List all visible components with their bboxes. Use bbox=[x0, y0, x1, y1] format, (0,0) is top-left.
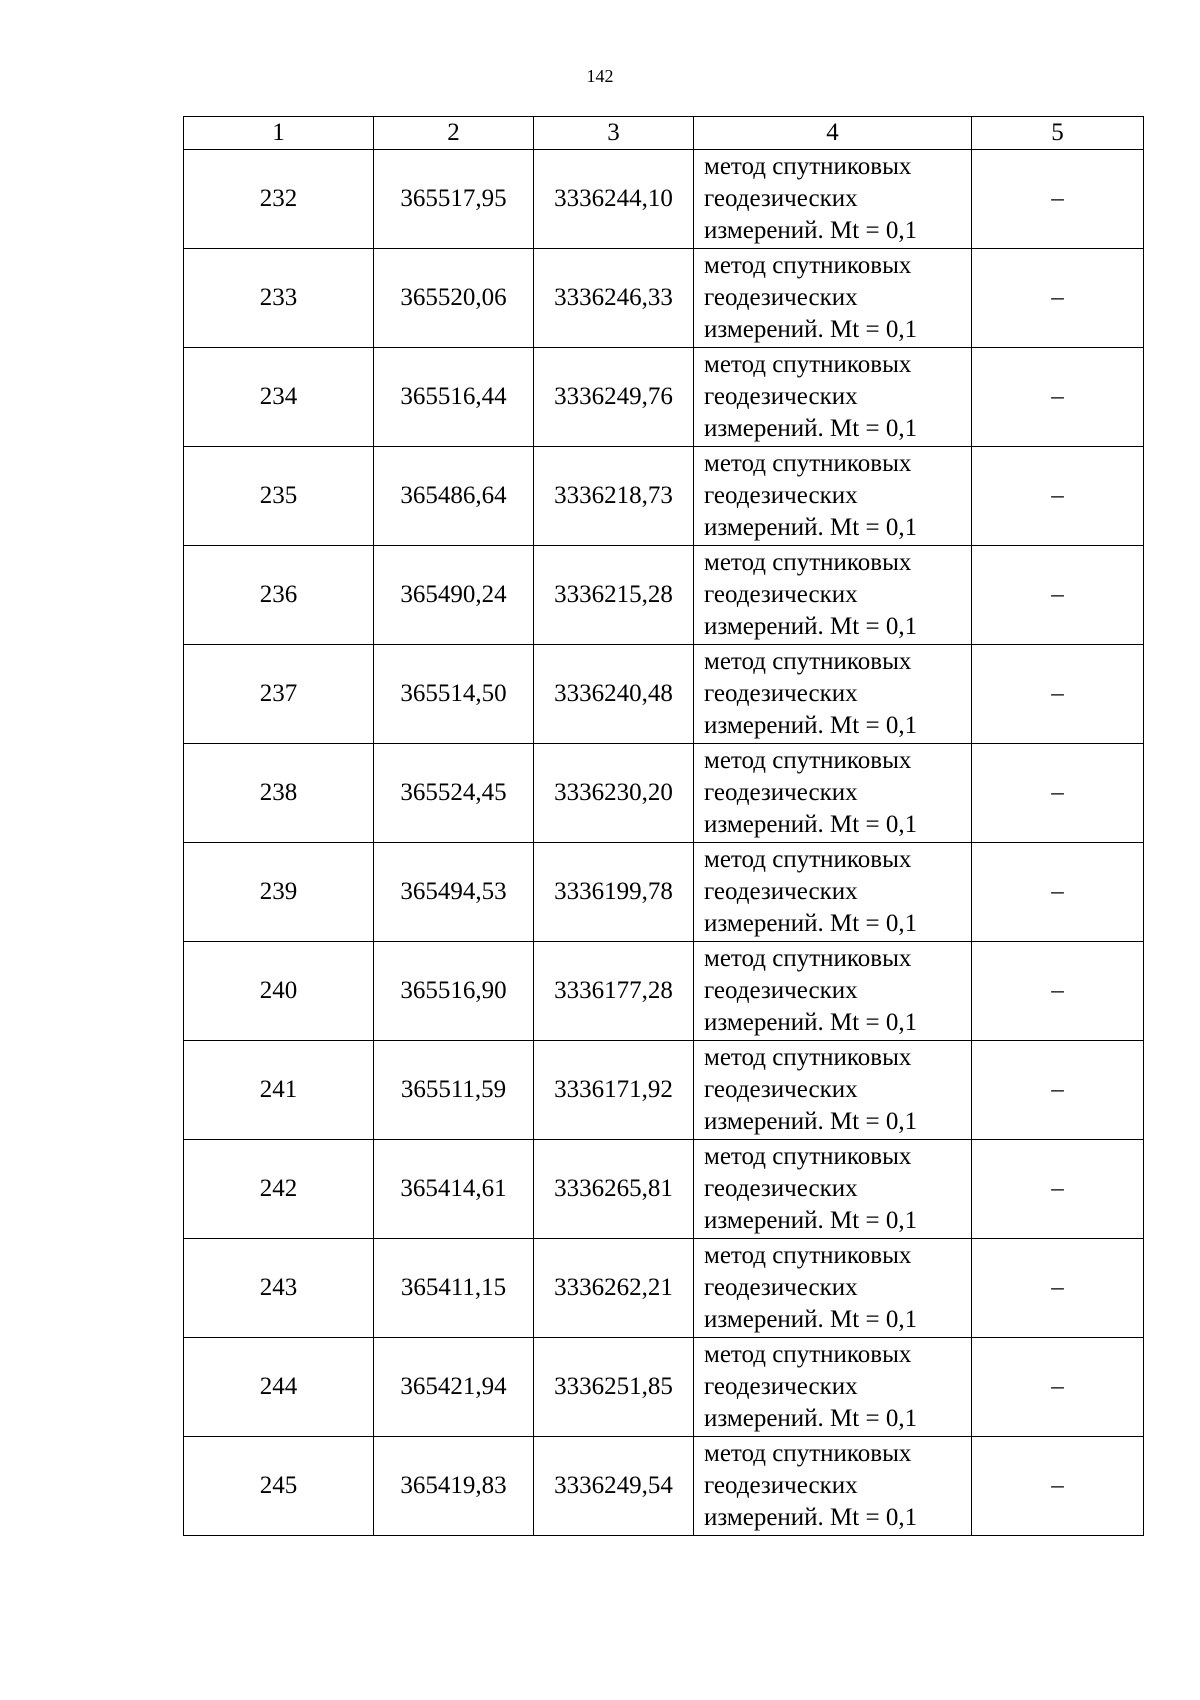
method-line: метод спутниковых bbox=[704, 1341, 912, 1368]
method-line: геодезических bbox=[704, 581, 858, 608]
coordinate-y-cell: 3336240,48 bbox=[534, 645, 694, 744]
coordinate-x-cell: 365419,83 bbox=[374, 1437, 534, 1536]
point-number-cell: 241 bbox=[184, 1041, 374, 1140]
column-header: 5 bbox=[972, 117, 1144, 150]
method-line: метод спутниковых bbox=[704, 1242, 912, 1269]
method-line: метод спутниковых bbox=[704, 846, 912, 873]
method-line: метод спутниковых bbox=[704, 549, 912, 576]
page-number: 142 bbox=[586, 66, 614, 86]
method-line: геодезических bbox=[704, 185, 858, 212]
coordinate-y-cell: 3336230,20 bbox=[534, 744, 694, 843]
point-number-cell: 240 bbox=[184, 942, 374, 1041]
coordinate-x-cell: 365520,06 bbox=[374, 249, 534, 348]
method-line: измерений. Mt = 0,1 bbox=[704, 1306, 918, 1333]
table-row bbox=[184, 348, 1144, 447]
table-row bbox=[184, 843, 1144, 942]
point-number-cell: 239 bbox=[184, 843, 374, 942]
method-line: измерений. Mt = 0,1 bbox=[704, 514, 918, 541]
point-number-cell: 244 bbox=[184, 1338, 374, 1437]
coordinate-x-cell: 365414,61 bbox=[374, 1140, 534, 1239]
method-cell bbox=[694, 942, 972, 1041]
coordinate-x-cell: 365514,50 bbox=[374, 645, 534, 744]
note-cell: – bbox=[972, 447, 1144, 546]
method-line: геодезических bbox=[704, 1076, 858, 1103]
method-line: геодезических bbox=[704, 482, 858, 509]
table-row bbox=[184, 1239, 1144, 1338]
point-number-cell: 235 bbox=[184, 447, 374, 546]
note-cell: – bbox=[972, 942, 1144, 1041]
coordinate-y-cell: 3336177,28 bbox=[534, 942, 694, 1041]
method-line: измерений. Mt = 0,1 bbox=[704, 1405, 918, 1432]
table-row bbox=[184, 1041, 1144, 1140]
note-cell: – bbox=[972, 150, 1144, 249]
coordinate-y-cell: 3336249,54 bbox=[534, 1437, 694, 1536]
coordinate-x-cell: 365411,15 bbox=[374, 1239, 534, 1338]
coordinate-y-cell: 3336249,76 bbox=[534, 348, 694, 447]
note-cell: – bbox=[972, 1437, 1144, 1536]
method-cell bbox=[694, 1140, 972, 1239]
note-cell: – bbox=[972, 1140, 1144, 1239]
method-line: метод спутниковых bbox=[704, 351, 912, 378]
method-cell bbox=[694, 1239, 972, 1338]
note-cell: – bbox=[972, 348, 1144, 447]
point-number-cell: 243 bbox=[184, 1239, 374, 1338]
column-header: 2 bbox=[374, 117, 534, 150]
coordinate-y-cell: 3336215,28 bbox=[534, 546, 694, 645]
method-line: измерений. Mt = 0,1 bbox=[704, 712, 918, 739]
method-cell bbox=[694, 546, 972, 645]
point-number-cell: 238 bbox=[184, 744, 374, 843]
method-cell bbox=[694, 843, 972, 942]
coordinate-y-cell: 3336171,92 bbox=[534, 1041, 694, 1140]
table-row bbox=[184, 447, 1144, 546]
method-cell bbox=[694, 447, 972, 546]
method-line: геодезических bbox=[704, 878, 858, 905]
table-row bbox=[184, 249, 1144, 348]
note-cell: – bbox=[972, 249, 1144, 348]
table-row bbox=[184, 1437, 1144, 1536]
method-line: геодезических bbox=[704, 779, 858, 806]
method-line: измерений. Mt = 0,1 bbox=[704, 415, 918, 442]
note-cell: – bbox=[972, 645, 1144, 744]
method-line: геодезических bbox=[704, 680, 858, 707]
coordinate-x-cell: 365486,64 bbox=[374, 447, 534, 546]
note-cell: – bbox=[972, 843, 1144, 942]
table-row bbox=[184, 546, 1144, 645]
table-row bbox=[184, 744, 1144, 843]
method-line: измерений. Mt = 0,1 bbox=[704, 1108, 918, 1135]
column-header: 3 bbox=[534, 117, 694, 150]
coordinate-x-cell: 365490,24 bbox=[374, 546, 534, 645]
note-cell: – bbox=[972, 1239, 1144, 1338]
method-line: измерений. Mt = 0,1 bbox=[704, 316, 918, 343]
method-line: геодезических bbox=[704, 977, 858, 1004]
point-number-cell: 237 bbox=[184, 645, 374, 744]
coordinate-y-cell: 3336246,33 bbox=[534, 249, 694, 348]
table-header bbox=[184, 117, 1144, 150]
method-line: измерений. Mt = 0,1 bbox=[704, 910, 918, 937]
method-line: метод спутниковых bbox=[704, 252, 912, 279]
coordinate-x-cell: 365421,94 bbox=[374, 1338, 534, 1437]
coordinate-x-cell: 365511,59 bbox=[374, 1041, 534, 1140]
point-number-cell: 232 bbox=[184, 150, 374, 249]
method-line: измерений. Mt = 0,1 bbox=[704, 1009, 918, 1036]
method-cell bbox=[694, 1338, 972, 1437]
note-cell: – bbox=[972, 744, 1144, 843]
method-line: метод спутниковых bbox=[704, 945, 912, 972]
method-line: метод спутниковых bbox=[704, 648, 912, 675]
method-cell bbox=[694, 249, 972, 348]
column-header: 1 bbox=[184, 117, 374, 150]
method-cell bbox=[694, 348, 972, 447]
table-body bbox=[184, 150, 1144, 1536]
method-cell bbox=[694, 744, 972, 843]
table-row bbox=[184, 150, 1144, 249]
method-cell bbox=[694, 1041, 972, 1140]
method-line: метод спутниковых bbox=[704, 1143, 912, 1170]
table-row bbox=[184, 645, 1144, 744]
coordinate-x-cell: 365517,95 bbox=[374, 150, 534, 249]
point-number-cell: 242 bbox=[184, 1140, 374, 1239]
coordinate-y-cell: 3336218,73 bbox=[534, 447, 694, 546]
method-cell bbox=[694, 150, 972, 249]
note-cell: – bbox=[972, 546, 1144, 645]
method-line: измерений. Mt = 0,1 bbox=[704, 1504, 918, 1531]
table-row bbox=[184, 1338, 1144, 1437]
coordinate-x-cell: 365516,44 bbox=[374, 348, 534, 447]
method-line: геодезических bbox=[704, 1472, 858, 1499]
method-line: геодезических bbox=[704, 1274, 858, 1301]
method-line: измерений. Mt = 0,1 bbox=[704, 217, 918, 244]
method-line: метод спутниковых bbox=[704, 153, 912, 180]
point-number-cell: 236 bbox=[184, 546, 374, 645]
coordinate-y-cell: 3336262,21 bbox=[534, 1239, 694, 1338]
header-row bbox=[184, 117, 1144, 150]
coordinate-x-cell: 365516,90 bbox=[374, 942, 534, 1041]
method-line: геодезических bbox=[704, 1373, 858, 1400]
method-line: метод спутниковых bbox=[704, 450, 912, 477]
method-line: измерений. Mt = 0,1 bbox=[704, 1207, 918, 1234]
point-number-cell: 234 bbox=[184, 348, 374, 447]
table-row bbox=[184, 942, 1144, 1041]
method-line: измерений. Mt = 0,1 bbox=[704, 811, 918, 838]
point-number-cell: 233 bbox=[184, 249, 374, 348]
table-row bbox=[184, 1140, 1144, 1239]
coordinate-x-cell: 365524,45 bbox=[374, 744, 534, 843]
method-line: измерений. Mt = 0,1 bbox=[704, 613, 918, 640]
note-cell: – bbox=[972, 1338, 1144, 1437]
coordinate-y-cell: 3336265,81 bbox=[534, 1140, 694, 1239]
note-cell: – bbox=[972, 1041, 1144, 1140]
coordinates-table bbox=[183, 116, 1144, 1536]
method-line: метод спутниковых bbox=[704, 747, 912, 774]
method-cell bbox=[694, 645, 972, 744]
coordinate-y-cell: 3336251,85 bbox=[534, 1338, 694, 1437]
coordinate-x-cell: 365494,53 bbox=[374, 843, 534, 942]
method-line: метод спутниковых bbox=[704, 1044, 912, 1071]
method-line: геодезических bbox=[704, 1175, 858, 1202]
method-line: метод спутниковых bbox=[704, 1440, 912, 1467]
column-header: 4 bbox=[694, 117, 972, 150]
method-cell bbox=[694, 1437, 972, 1536]
point-number-cell: 245 bbox=[184, 1437, 374, 1536]
method-line: геодезических bbox=[704, 383, 858, 410]
coordinate-y-cell: 3336199,78 bbox=[534, 843, 694, 942]
method-line: геодезических bbox=[704, 284, 858, 311]
coordinate-y-cell: 3336244,10 bbox=[534, 150, 694, 249]
